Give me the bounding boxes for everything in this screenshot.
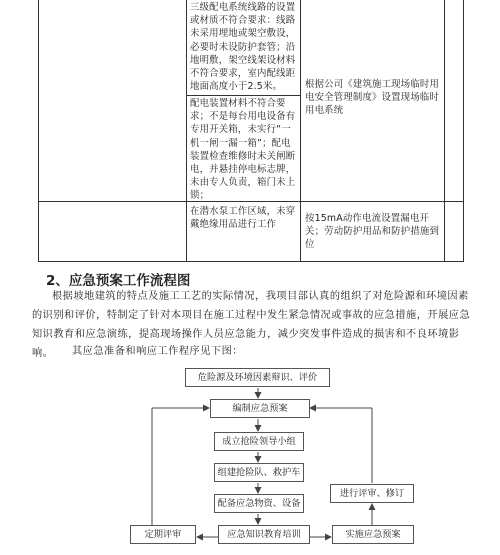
table-cell-measures: 按15mA动作电流设置漏电开关；劳动防护用品和防护措施到位: [305, 213, 440, 251]
emergency-flowchart: [0, 360, 500, 555]
table-cell-hazard: 在潜水泵工作区域，未穿戴绝缘用品进行工作: [190, 206, 296, 231]
flow-step-periodic-review: 定期评审: [130, 525, 196, 544]
table-border: [444, 0, 445, 262]
table-border-right: [463, 0, 464, 262]
section-heading: 2、应急预案工作流程图: [46, 273, 191, 289]
flow-step-leadership-group: 成立抢险领导小组: [214, 432, 304, 451]
table-bottom-border: [38, 261, 463, 262]
table-border: [186, 0, 187, 262]
table-border-left: [38, 0, 39, 262]
hazard-table: [0, 0, 500, 262]
flow-step-rescue-team: 组建抢险队、救护车: [214, 463, 304, 482]
flow-step-implement-plan: 实施应急预案: [332, 525, 414, 544]
flow-step-materials: 配备应急物资、设备: [214, 494, 304, 513]
flow-step-training: 应急知识教育培训: [218, 525, 310, 544]
table-cell-hazard: 配电装置材料不符合要求；不是每台用电设备有专用开关箱，未实行“一机一闸一漏一箱”；配电装置检查维修时未关闸断电，并悬挂停电标志牌，未由专人负责，箱门未上锁；: [190, 98, 296, 202]
table-cell-measures: 根据公司《建筑施工现场临时用电安全管理制度》设置现场临时用电系统: [305, 79, 440, 117]
flow-step-hazard-identification: 危险源及环境因素辩识、评价: [185, 368, 330, 387]
table-row-divider: [186, 95, 300, 96]
flowchart-lead: 其应急准备和响应工作程序见下图：: [72, 346, 243, 357]
flow-step-prepare-plan: 编制应急预案: [210, 399, 310, 418]
flow-step-review-revise: 进行评审、修订: [330, 484, 414, 503]
table-cell-hazard: 三级配电系统线路的设置或材质不符合要求：线路未采用埋地或架空敷设，必要时未设防护套管；沿地明敷，架空线架设材料不符合要求，室内配线距地面高度小于2.5米。: [190, 2, 296, 93]
table-border: [300, 0, 301, 262]
body-paragraph: 根据坡地建筑的特点及施工工艺的实际情况，我项目部认真的组织了对危险源和环境因素的识别和评价，特制定了针对本项目在施工过程中发生紧急情况或事故的应急措施，开展应急知识教育和应急演练，提高现场操作人员应急能力，减少突发事件造成的损害和不良环境影响。: [32, 291, 471, 359]
